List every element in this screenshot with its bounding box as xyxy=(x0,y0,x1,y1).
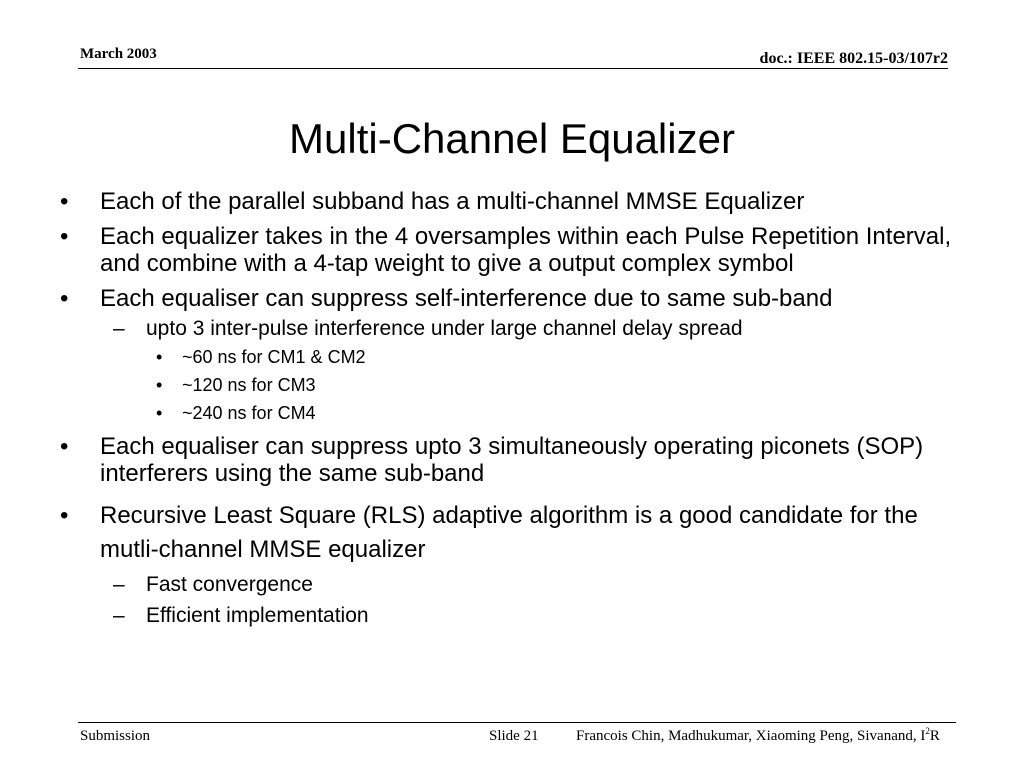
footer-divider xyxy=(78,722,956,723)
bullet-item xyxy=(56,499,976,567)
sub-sub-bullet-text: ~240 ns for CM4 xyxy=(182,403,316,423)
bullet-text: Each equaliser can suppress upto 3 simultaneously operating piconets (SOP) interferers using the same sub-band xyxy=(100,433,924,487)
sub-sub-bullet-item xyxy=(56,343,976,371)
sub-sub-bullet-text: ~60 ns for CM1 & CM2 xyxy=(182,347,366,367)
sub-bullet-marker: – xyxy=(113,573,125,596)
sub-sub-bullet-item xyxy=(56,399,976,427)
bullet-text: Each equaliser can suppress self-interference due to same sub-band xyxy=(100,285,833,312)
sub-sub-bullet-marker: • xyxy=(156,375,163,395)
header-date: March 2003 xyxy=(80,46,157,62)
sub-bullet-item xyxy=(56,600,976,631)
bullet-marker: • xyxy=(60,502,69,529)
header-divider xyxy=(78,68,948,69)
sub-bullet-marker: – xyxy=(113,604,125,627)
bullet-item xyxy=(56,188,976,215)
bullet-text: Each equalizer takes in the 4 oversamples within each Pulse Repetition Interval, and combine with a 4-tap weight to give a output complex symbol xyxy=(100,223,952,277)
sub-bullet-marker: – xyxy=(113,317,125,340)
footer-authors-superscript: 2 xyxy=(925,726,930,736)
footer-authors-suffix: R xyxy=(929,728,940,744)
footer-slide-number: Slide 21 xyxy=(489,728,539,744)
bullet-text: Recursive Least Square (RLS) adaptive algorithm is a good candidate for the mutli-channel MMSE equalizer xyxy=(100,502,918,563)
bullet-item xyxy=(56,433,976,487)
sub-bullet-item xyxy=(56,314,976,343)
bullet-marker: • xyxy=(60,223,69,250)
sub-sub-bullet-item xyxy=(56,371,976,399)
slide-title: Multi-Channel Equalizer xyxy=(289,115,735,162)
footer-authors xyxy=(576,728,940,745)
sub-bullet-text: upto 3 inter-pulse interference under large channel delay spread xyxy=(146,317,743,340)
footer-authors-text: Francois Chin, Madhukumar, Xiaoming Peng, Sivanand, I xyxy=(576,728,926,744)
bullet-item xyxy=(56,285,976,312)
bullet-marker: • xyxy=(60,188,69,215)
sub-sub-bullet-marker: • xyxy=(156,347,163,367)
sub-sub-bullet-text: ~120 ns for CM3 xyxy=(182,375,316,395)
sub-bullet-text: Efficient implementation xyxy=(146,604,369,627)
bullet-marker: • xyxy=(60,285,69,312)
sub-sub-bullet-marker: • xyxy=(156,403,163,423)
bullet-item xyxy=(56,223,976,277)
footer-submission: Submission xyxy=(80,728,151,744)
bullet-text: Each of the parallel subband has a multi-channel MMSE Equalizer xyxy=(100,188,805,215)
header-doc-id: doc.: IEEE 802.15-03/107r2 xyxy=(759,50,948,67)
sub-bullet-text: Fast convergence xyxy=(146,573,313,596)
sub-bullet-item xyxy=(56,569,976,600)
bullet-marker: • xyxy=(60,433,69,460)
slide-body xyxy=(56,188,976,631)
